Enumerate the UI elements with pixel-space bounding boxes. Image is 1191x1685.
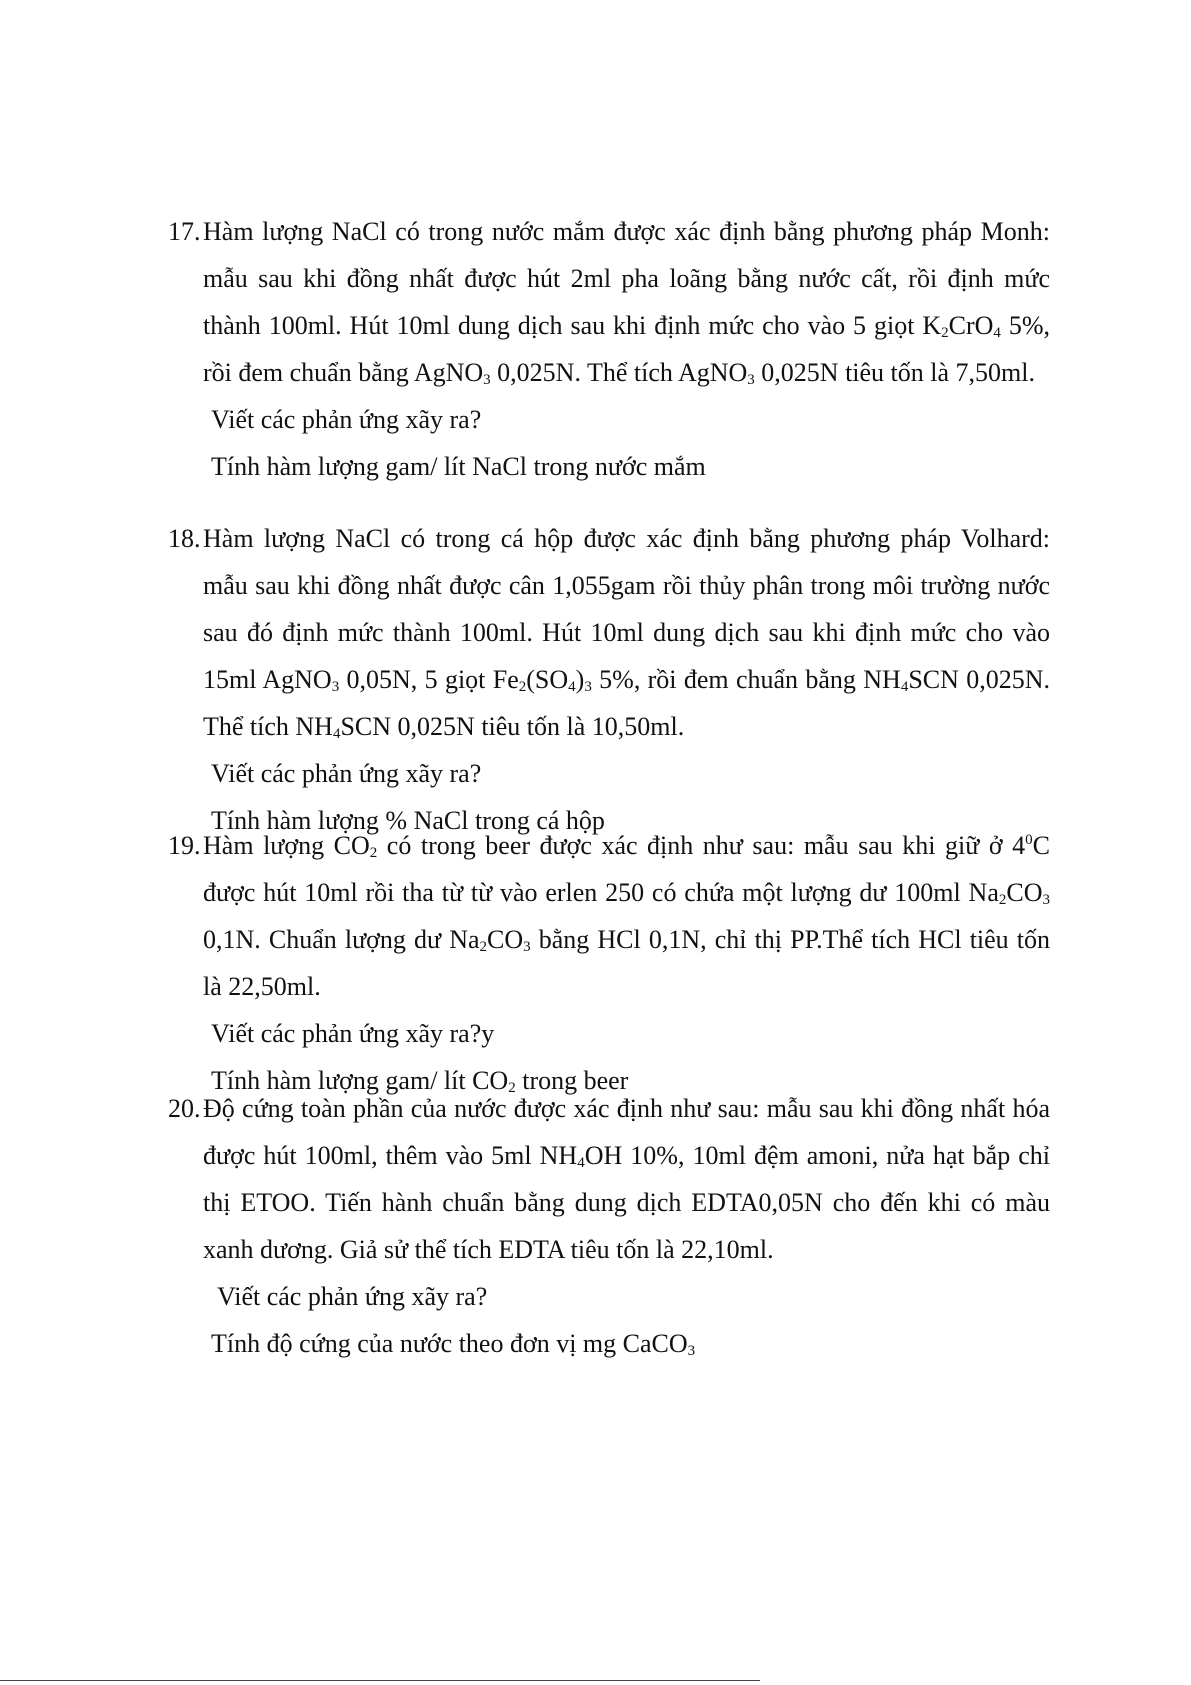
question-calculate: Tính độ cứng của nước theo đơn vị mg CaCO$_3$: [211, 1329, 696, 1359]
question-reactions: Viết các phản ứng xãy ra?: [211, 759, 482, 788]
question-calculate: Tính hàm lượng gam/ lít NaCl trong nước mắm: [211, 452, 706, 481]
page-bottom-rule: [0, 1680, 760, 1681]
problem-text: Độ cứng toàn phần của nước được xác định như sau: mẫu sau khi đồng nhất hóa được hút 100ml, thêm vào 5ml $NH_4OH$ 10%, 10ml đệm amoni, nửa hạt bắp chỉ thị ETOO. Tiến hành chuẩn bằng dung dịch EDTA0,05N cho đến khi có màu xanh dương. Giả sử thể tích EDTA tiêu tốn là 22,10ml.: [203, 1094, 1050, 1264]
question-reactions: Viết các phản ứng xãy ra?: [211, 405, 482, 434]
problem-number: 18.: [168, 524, 201, 553]
problem-number: 20.: [168, 1094, 201, 1123]
problem-18: [168, 515, 1050, 844]
problem-number: 17.: [168, 217, 201, 246]
problem-20: [168, 1085, 1050, 1367]
question-calculate: Tính hàm lượng % NaCl trong cá hộp: [211, 806, 605, 835]
question-calculate: Tính hàm lượng gam/ lít $CO_2$ trong beer: [211, 1066, 629, 1096]
question-reactions: Viết các phản ứng xãy ra?: [217, 1282, 488, 1311]
problem-number: 19.: [168, 831, 201, 860]
problem-19: [168, 822, 1050, 1104]
problem-text: Hàm lượng NaCl có trong cá hộp được xác định bằng phương pháp Volhard: mẫu sau khi đồng nhất được cân 1,055gam rồi thủy phân trong môi trường nước sau đó định mức thành 100ml. Hút 10ml dung dịch sau khi định mức cho vào 15ml AgNO$_3$ 0,05N, 5 giọt $Fe_2(SO_4)_3$ 5%, rồi đem chuẩn bằng $NH_4SCN$ 0,025N. Thể tích $NH_4SCN$ 0,025N tiêu tốn là 10,50ml.: [203, 524, 1051, 742]
question-reactions: Viết các phản ứng xãy ra?y: [211, 1019, 495, 1048]
problem-text: Hàm lượng NaCl có trong nước mắm được xác định bằng phương pháp Monh: mẫu sau khi đồng nhất được hút 2ml pha loãng bằng nước cất, rồi định mức thành 100ml. Hút 10ml dung dịch sau khi định mức cho vào 5 giọt $K_2CrO_4$ 5%, rồi đem chuẩn bằng AgNO$_3$ 0,025N. Thể tích AgNO$_3$ 0,025N tiêu tốn là 7,50ml.: [203, 217, 1050, 388]
problem-text: Hàm lượng $CO_2$ có trong beer được xác định như sau: mẫu sau khi giữ ở $4^0C$ được hút 10ml rồi tha từ từ vào erlen 250 có chứa một lượng dư 100ml $Na_2CO_3$ 0,1N. Chuẩn lượng dư $Na_2CO_3$ bằng HCl 0,1N, chỉ thị PP.Thể tích HCl tiêu tốn là 22,50ml.: [203, 831, 1050, 1001]
problem-17: [168, 208, 1050, 490]
